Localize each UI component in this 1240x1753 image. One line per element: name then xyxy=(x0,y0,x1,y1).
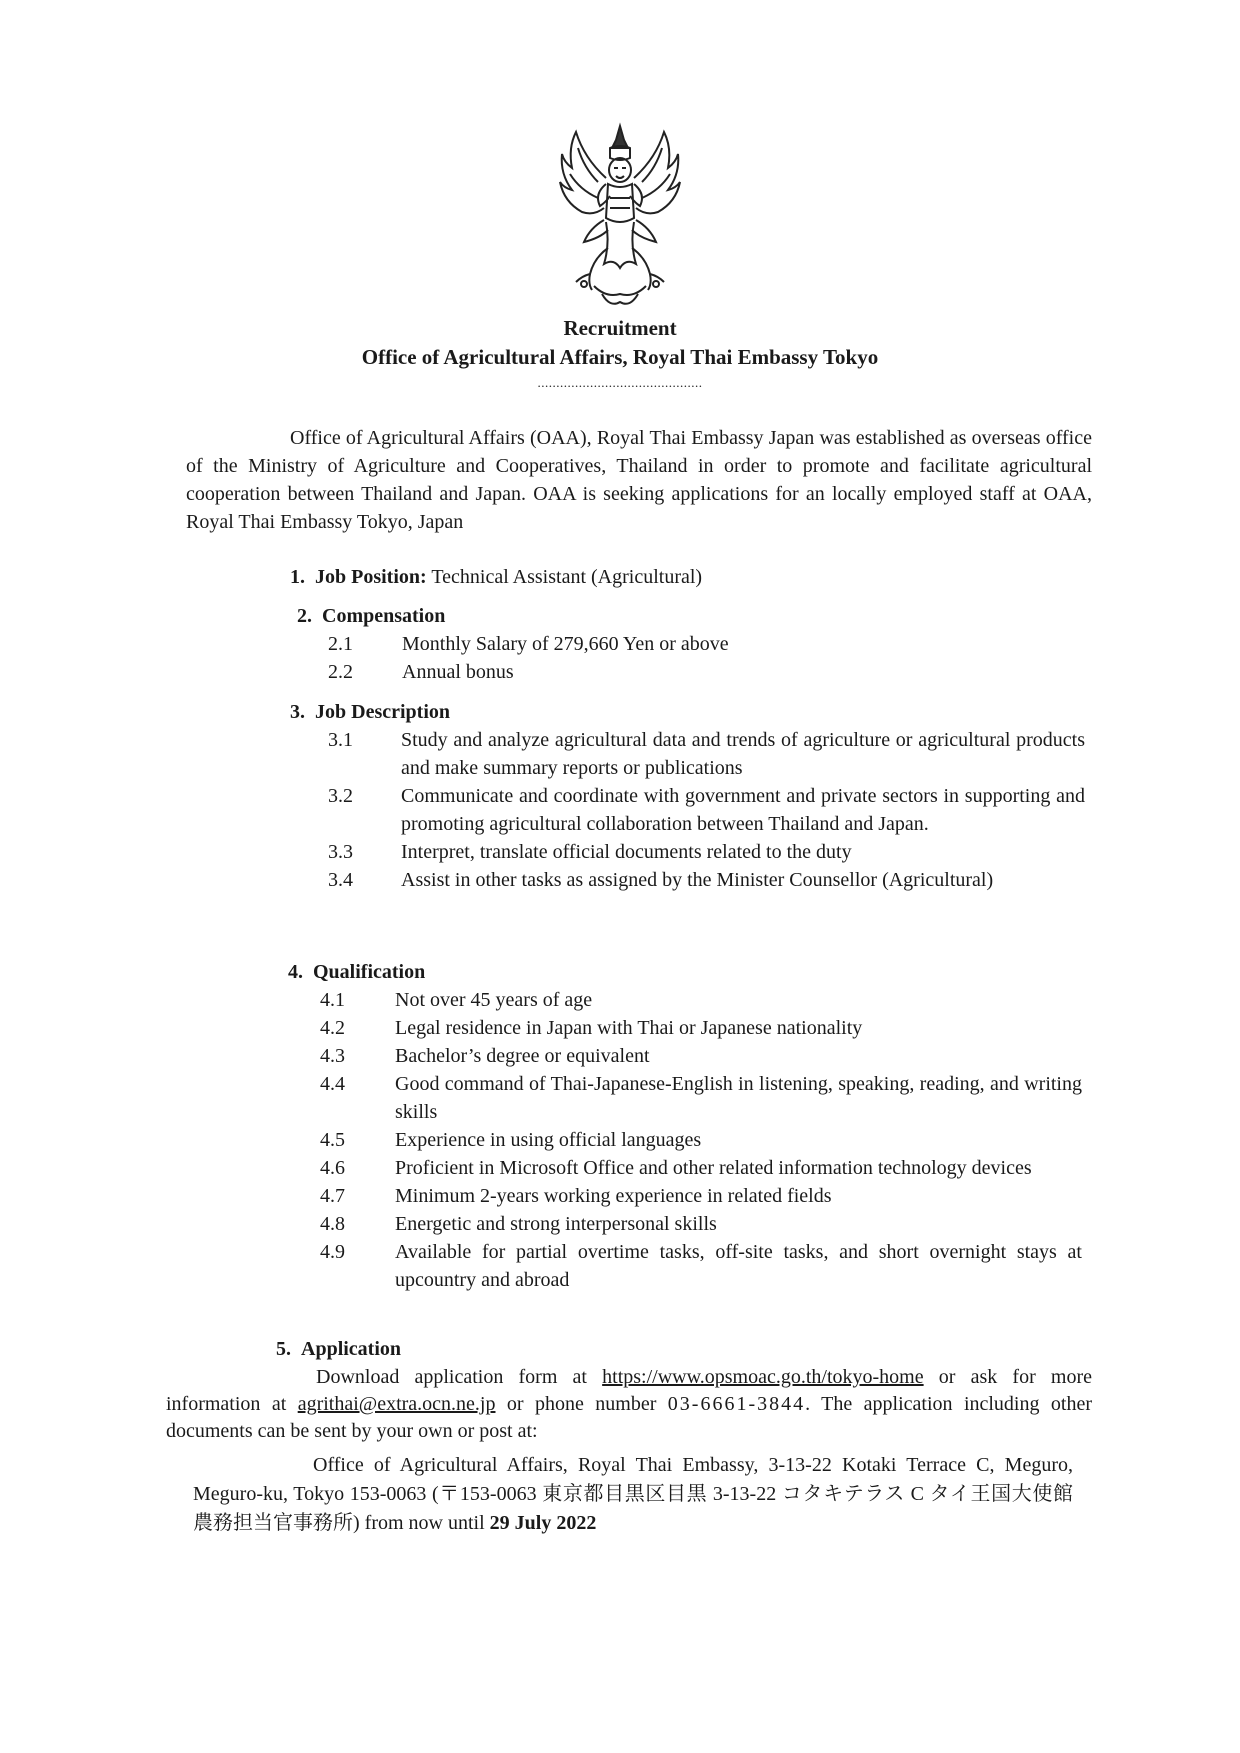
item-number: 2.2 xyxy=(328,661,353,683)
item-number: 4.1 xyxy=(320,989,345,1011)
title-separator: ............................................ xyxy=(537,375,703,390)
item-text: Annual bonus xyxy=(402,661,514,683)
list-item xyxy=(328,866,1085,894)
application-text: or ask for more information at xyxy=(166,1366,1092,1415)
list-item xyxy=(320,1070,1082,1126)
document-title: Recruitment xyxy=(563,316,677,340)
item-text: Legal residence in Japan with Thai or Japanese nationality xyxy=(395,1017,863,1039)
contact-phone: 03-6661-3844 xyxy=(667,1393,806,1415)
item-text: Monthly Salary of 279,660 Yen or above xyxy=(402,633,729,655)
list-item xyxy=(320,1182,1082,1210)
item-text: Not over 45 years of age xyxy=(395,989,593,1011)
list-item xyxy=(328,838,1085,866)
item-text: Available for partial overtime tasks, off-site tasks, and short overnight stays at upcountry and abroad xyxy=(395,1241,1082,1291)
item-number: 4.4 xyxy=(320,1073,345,1095)
section-application xyxy=(276,1335,1066,1363)
section-number: 1. xyxy=(290,566,305,588)
application-paragraph xyxy=(166,1364,1092,1445)
section-job-description xyxy=(290,698,1080,726)
application-text: or phone number xyxy=(495,1393,668,1415)
item-number: 4.7 xyxy=(320,1185,345,1207)
qualification-list xyxy=(320,986,1082,1294)
section-qualification xyxy=(288,958,1078,986)
list-item xyxy=(328,658,1088,686)
section-heading: Application xyxy=(301,1338,402,1360)
section-heading: Job Position: xyxy=(315,566,427,588)
list-item xyxy=(320,1126,1082,1154)
item-number: 3.2 xyxy=(328,785,353,807)
mailing-address: Office of Agricultural Affairs, Royal Thai Embassy, 3-13-22 Kotaki Terrace C, Meguro, Meguro-ku, Tokyo 153-0063 (〒153-0063 東京都目黒区目黒 3-13-22 コタキテラス C タイ王国大使館農務担当官事務所) from now until xyxy=(193,1454,1073,1534)
garuda-emblem-icon xyxy=(554,118,686,318)
item-text: Proficient in Microsoft Office and other related information technology devices xyxy=(395,1157,1032,1179)
item-text: Communicate and coordinate with government and private sectors in supporting and promoting agricultural collaboration between Thailand and Japan. xyxy=(401,785,1085,835)
item-text: Good command of Thai-Japanese-English in listening, speaking, reading, and writing skills xyxy=(395,1073,1082,1123)
compensation-list xyxy=(328,630,1088,686)
application-form-link[interactable]: https://www.opsmoac.go.th/tokyo-home xyxy=(602,1366,924,1388)
application-text: Download application form at xyxy=(316,1366,603,1388)
section-compensation xyxy=(297,602,1087,630)
intro-paragraph: Office of Agricultural Affairs (OAA), Royal Thai Embassy Japan was established as overseas office of the Ministry of Agriculture and Cooperatives, Thailand in order to promote and facilitate agricultural cooperation between Thailand and Japan. OAA is seeking applications for an locally employed staff at OAA, Royal Thai Embassy Tokyo, Japan xyxy=(186,427,1092,533)
item-number: 3.1 xyxy=(328,729,353,751)
list-item xyxy=(328,630,1088,658)
item-text: Energetic and strong interpersonal skills xyxy=(395,1213,717,1235)
job-position-value: Technical Assistant (Agricultural) xyxy=(431,566,703,588)
item-number: 4.5 xyxy=(320,1129,345,1151)
contact-email-link[interactable]: agrithai@extra.ocn.ne.jp xyxy=(297,1393,496,1415)
job-description-list xyxy=(328,726,1085,894)
item-number: 3.3 xyxy=(328,841,353,863)
section-number: 4. xyxy=(288,961,303,983)
section-job-position xyxy=(290,563,1070,591)
item-text: Experience in using official languages xyxy=(395,1129,702,1151)
item-number: 4.6 xyxy=(320,1157,345,1179)
list-item xyxy=(320,1014,1082,1042)
list-item xyxy=(320,1210,1082,1238)
item-text: Bachelor’s degree or equivalent xyxy=(395,1045,650,1067)
list-item xyxy=(328,726,1085,782)
section-heading: Compensation xyxy=(322,605,446,627)
list-item xyxy=(320,1238,1082,1294)
item-number: 4.9 xyxy=(320,1241,345,1263)
item-number: 4.2 xyxy=(320,1017,345,1039)
item-text: Assist in other tasks as assigned by the Minister Counsellor (Agricultural) xyxy=(401,869,994,891)
item-number: 4.8 xyxy=(320,1213,345,1235)
item-text: Study and analyze agricultural data and trends of agriculture or agricultural products and make summary reports or publications xyxy=(401,729,1085,779)
section-number: 2. xyxy=(297,605,312,627)
section-heading: Job Description xyxy=(315,701,450,723)
document-subtitle: Office of Agricultural Affairs, Royal Thai Embassy Tokyo xyxy=(361,345,879,369)
mailing-address-paragraph xyxy=(193,1451,1073,1538)
list-item xyxy=(328,782,1085,838)
item-number: 4.3 xyxy=(320,1045,345,1067)
application-deadline: 29 July 2022 xyxy=(489,1512,597,1534)
item-number: 2.1 xyxy=(328,633,353,655)
application-text: . The application including other documents can be sent by your own or post at: xyxy=(166,1393,1092,1442)
item-text: Interpret, translate official documents related to the duty xyxy=(401,841,852,863)
section-heading: Qualification xyxy=(313,961,426,983)
item-text: Minimum 2-years working experience in related fields xyxy=(395,1185,832,1207)
list-item xyxy=(320,986,1082,1014)
section-number: 3. xyxy=(290,701,305,723)
section-number: 5. xyxy=(276,1338,291,1360)
list-item xyxy=(320,1154,1082,1182)
item-number: 3.4 xyxy=(328,869,353,891)
list-item xyxy=(320,1042,1082,1070)
